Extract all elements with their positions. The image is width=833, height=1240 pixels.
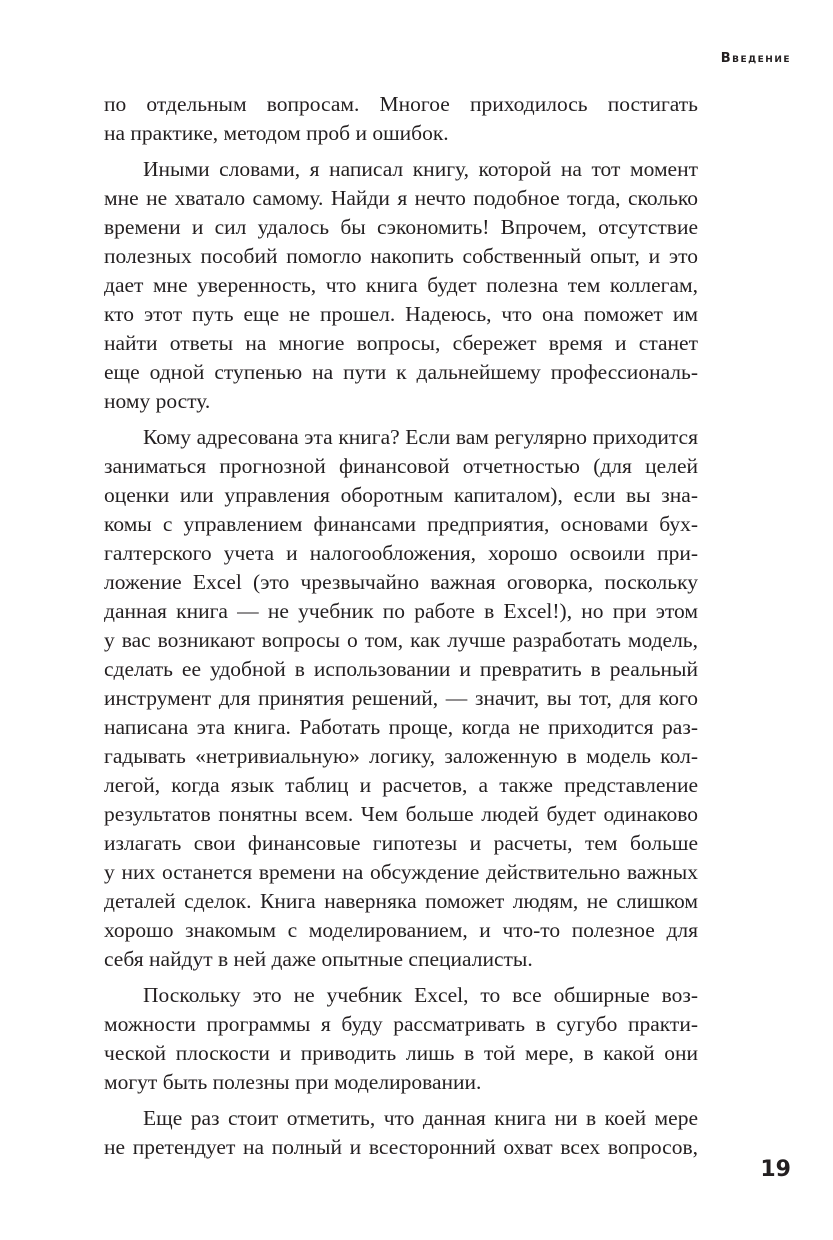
- text-line: галтерского учета и налогообложения, хорошо освоили при-: [104, 541, 698, 565]
- body-text: [104, 90, 698, 1162]
- text-line: результатов понятны всем. Чем больше людей будет одинаково: [104, 802, 698, 826]
- text-line: деталей сделок. Книга наверняка поможет людям, не слишком: [104, 889, 698, 913]
- text-line: Поскольку это не учебник Excel, то все обширные воз-: [143, 983, 698, 1007]
- text-line: написана эта книга. Работать проще, когда не приходится раз-: [104, 715, 698, 739]
- text-line: Кому адресована эта книга? Если вам регулярно приходится: [143, 425, 698, 449]
- text-line: легой, когда язык таблиц и расчетов, а также представление: [104, 773, 698, 797]
- paragraph: [104, 90, 698, 148]
- text-line: сделать ее удобной в использовании и превратить в реальный: [104, 657, 698, 681]
- paragraph: [104, 155, 698, 416]
- text-line: полезных пособий помогло накопить собственный опыт, и это: [104, 244, 698, 268]
- paragraph: [104, 1104, 698, 1162]
- text-line: инструмент для принятия решений, — значит, вы тот, для кого: [104, 686, 698, 710]
- text-line: кто этот путь еще не прошел. Надеюсь, что она поможет им: [104, 302, 698, 326]
- text-line: Иными словами, я написал книгу, которой на тот момент: [143, 157, 698, 181]
- running-header: Введение: [720, 51, 791, 66]
- paragraph: [104, 981, 698, 1097]
- text-line: данная книга — не учебник по работе в Excel!), но при этом: [104, 599, 698, 623]
- text-line: времени и сил удалось бы сэкономить! Впрочем, отсутствие: [104, 215, 698, 239]
- text-line: ному росту.: [104, 389, 211, 413]
- text-line: комы с управлением финансами предприятия, основами бух-: [104, 512, 698, 536]
- text-line: излагать свои финансовые гипотезы и расчеты, тем больше: [104, 831, 698, 855]
- page-number: 19: [760, 1157, 791, 1182]
- text-line: Еще раз стоит отметить, что данная книга ни в коей мере: [143, 1106, 698, 1130]
- text-line: могут быть полезны при моделировании.: [104, 1070, 482, 1094]
- text-line: себя найдут в ней даже опытные специалисты.: [104, 947, 533, 971]
- text-line: у вас возникают вопросы о том, как лучше разработать модель,: [104, 628, 698, 652]
- paragraph: [104, 423, 698, 974]
- text-line: у них останется времени на обсуждение действительно важных: [104, 860, 698, 884]
- text-line: найти ответы на многие вопросы, сбережет время и станет: [104, 331, 698, 355]
- text-line: мне не хватало самому. Найди я нечто подобное тогда, сколько: [104, 186, 698, 210]
- text-line: не претендует на полный и всесторонний охват всех вопросов,: [104, 1135, 698, 1159]
- text-line: заниматься прогнозной финансовой отчетностью (для целей: [104, 454, 698, 478]
- text-line: дает мне уверенность, что книга будет полезна тем коллегам,: [104, 273, 698, 297]
- text-line: можности программы я буду рассматривать в сугубо практи-: [104, 1012, 698, 1036]
- text-line: ложение Excel (это чрезвычайно важная оговорка, поскольку: [104, 570, 698, 594]
- text-line: гадывать «нетривиальную» логику, заложенную в модель кол-: [104, 744, 698, 768]
- text-line: оценки или управления оборотным капиталом), если вы зна-: [104, 483, 698, 507]
- text-line: на практике, методом проб и ошибок.: [104, 121, 449, 145]
- text-line: еще одной ступенью на пути к дальнейшему профессиональ-: [104, 360, 698, 384]
- text-line: по отдельным вопросам. Многое приходилось постигать: [104, 92, 698, 116]
- text-line: ческой плоскости и приводить лишь в той мере, в какой они: [104, 1041, 698, 1065]
- text-line: хорошо знакомым с моделированием, и что-то полезное для: [104, 918, 698, 942]
